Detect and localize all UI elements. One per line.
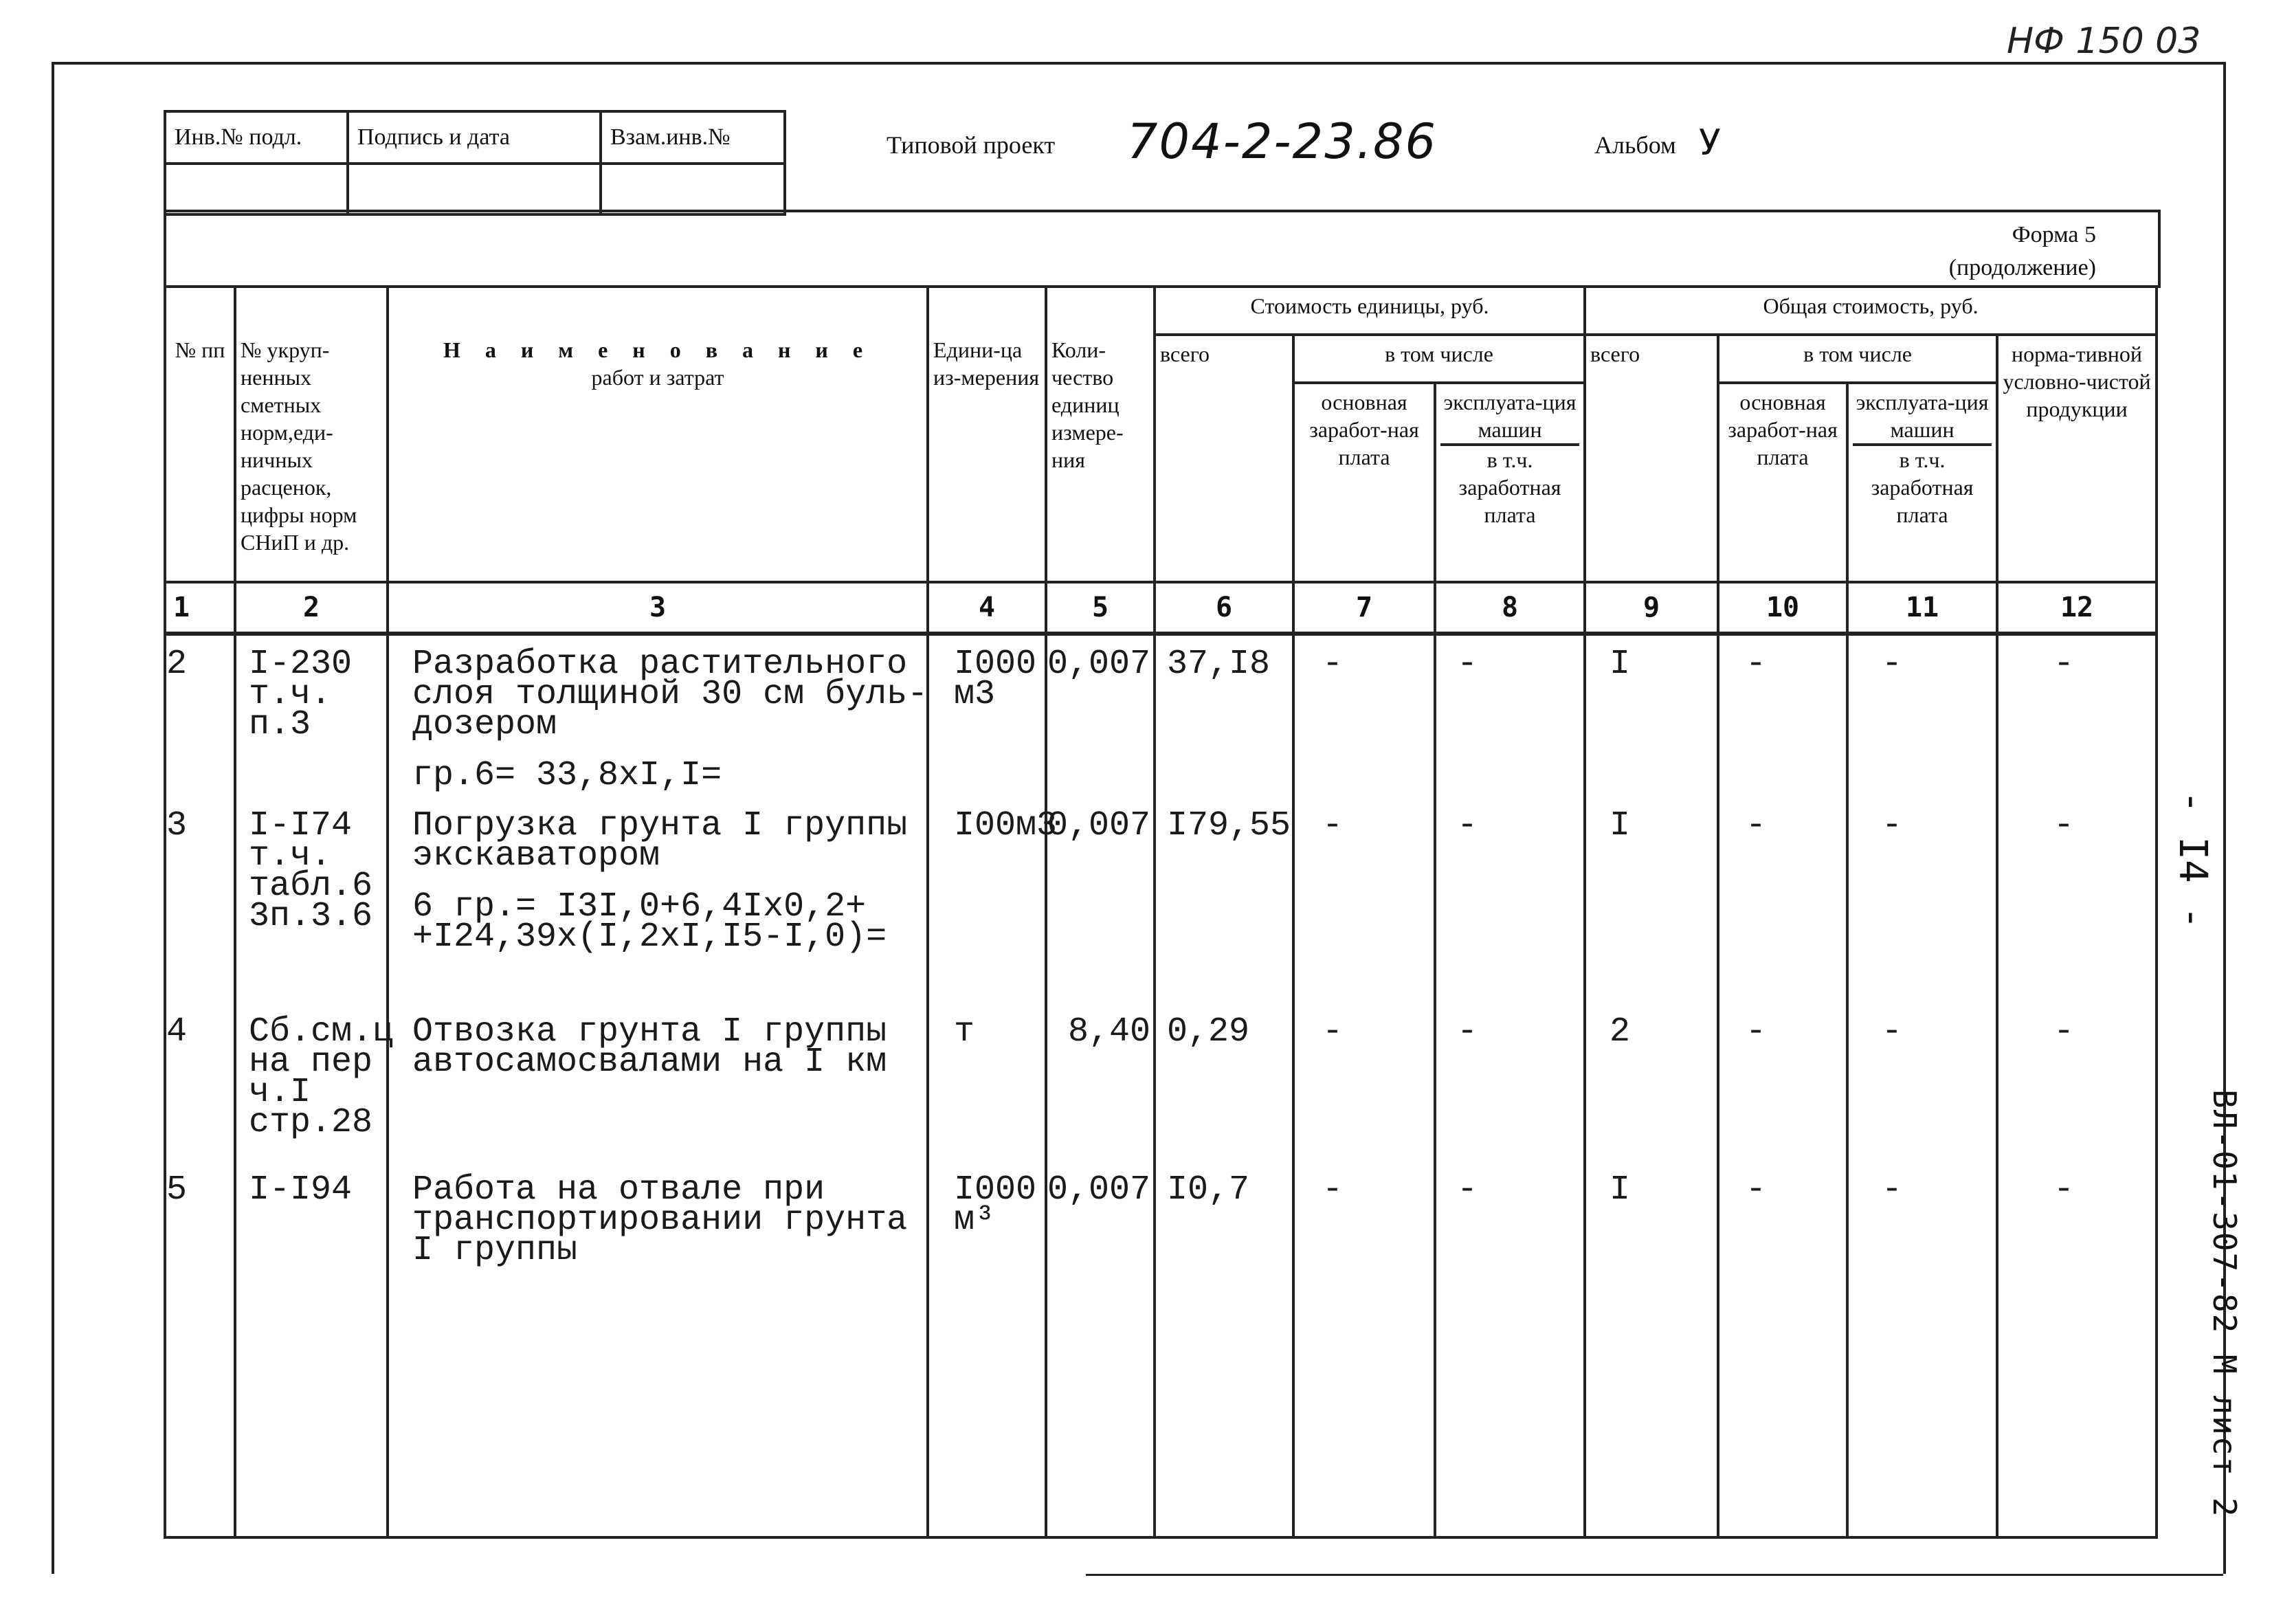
row-unit: т — [954, 1012, 975, 1052]
row-total-machine: - — [1882, 1012, 1903, 1052]
form-title-main: Форма 5 — [2012, 222, 2096, 247]
col-number: 2 — [235, 582, 388, 634]
row-num: 5 — [166, 1170, 188, 1210]
row-total: I — [1610, 806, 1631, 845]
col-number: 5 — [1046, 582, 1155, 634]
header-unit-incl: в том числе — [1293, 335, 1585, 383]
col-unit-cost-all-cell — [1155, 634, 1293, 1537]
col-qty-cell — [1046, 634, 1155, 1537]
row-unit-cost: 0,29 — [1167, 1012, 1250, 1052]
row-name: Погрузка грунта I группы экскаватором — [412, 806, 908, 876]
header-unit-basic-wage: основная заработ-ная плата — [1293, 383, 1435, 582]
estimate-table — [164, 285, 2158, 1539]
header-name — [388, 287, 928, 582]
frame-top-line — [52, 62, 2225, 65]
col-number: 9 — [1585, 582, 1718, 634]
col-number: 3 — [388, 582, 928, 634]
stamp-inv-label: Инв.№ подл. — [165, 111, 348, 164]
col-num-cell — [165, 634, 235, 1537]
header-total-machine — [1847, 383, 1997, 582]
page-number: - I4 - — [2170, 790, 2215, 930]
col-number: 6 — [1155, 582, 1293, 634]
row-unit-machine: - — [1457, 645, 1478, 684]
stamp-exch-label: Взам.инв.№ — [601, 111, 785, 164]
col-number: 8 — [1435, 582, 1585, 634]
row-code: I-I94 — [249, 1170, 353, 1210]
row-unit: I000 м³ — [954, 1170, 1037, 1240]
col-unit-wage-cell — [1293, 634, 1435, 1537]
row-norm-prod: - — [2053, 1170, 2075, 1210]
row-qty: 0,007 — [1047, 806, 1150, 845]
frame-left-line — [52, 62, 54, 1574]
row-unit-machine: - — [1457, 1170, 1478, 1210]
header-norm-prod: норма-тивной условно-чистой продукции — [1997, 335, 2157, 582]
row-unit-machine: - — [1457, 1012, 1478, 1052]
row-num: 2 — [166, 645, 188, 684]
form-title-sub: (продолжение) — [1948, 255, 2096, 280]
stamp-sign-label: Подпись и дата — [348, 111, 601, 164]
header-unit-machine-wage: в т.ч. заработная плата — [1458, 447, 1561, 527]
row-unit-wage: - — [1322, 645, 1344, 684]
col-total-wage-cell — [1718, 634, 1847, 1537]
header-total-incl: в том числе — [1718, 335, 1997, 383]
col-number: 7 — [1293, 582, 1435, 634]
row-code: I-230 т.ч. п.3 — [249, 645, 353, 744]
row-norm-prod: - — [2053, 1012, 2075, 1052]
album-value: У — [1699, 122, 1721, 164]
row-calc: гр.6= 33,8хI,I= — [412, 756, 722, 795]
stamp-block — [164, 110, 786, 216]
row-total-wage: - — [1746, 1170, 1767, 1210]
header-unit-machine-op: эксплуата-ция машин — [1440, 388, 1579, 446]
row-unit-wage: - — [1322, 806, 1344, 845]
row-unit: I00м3 — [954, 806, 1058, 845]
row-name: Работа на отвале при транспортировании грунта I группы — [412, 1170, 908, 1270]
header-name-title: Н а и м е н о в а н и е — [443, 337, 873, 362]
col-number: 10 — [1718, 582, 1847, 634]
col-unit-cell — [928, 634, 1058, 1537]
row-name: Отвозка грунта I группы автосамосвалами на I км — [412, 1012, 887, 1082]
row-name: Разработка растительного слоя толщиной 30 см буль- дозером — [412, 645, 928, 744]
frame-bottom-line — [1086, 1574, 2223, 1576]
row-total-machine: - — [1882, 806, 1903, 845]
header-total-machine-op: эксплуата-ция машин — [1853, 388, 1992, 446]
header-unit-machine — [1435, 383, 1585, 582]
row-code: I-I74 т.ч. табл.6 3п.3.6 — [249, 806, 373, 936]
header-total-basic-wage: основная заработ-ная плата — [1718, 383, 1847, 582]
row-total: I — [1610, 1170, 1631, 1210]
col-number: 12 — [1997, 582, 2157, 634]
col-unit-machine-cell — [1435, 634, 1585, 1537]
col-number: 4 — [928, 582, 1046, 634]
corner-note: НФ 150 03 — [2007, 21, 2201, 62]
header-total-cost: Общая стоимость, руб. — [1585, 287, 2157, 335]
header-unit-all: всего — [1155, 335, 1293, 582]
row-total-wage: - — [1746, 806, 1767, 845]
col-number: 11 — [1847, 582, 1997, 634]
header-total-machine-wage: в т.ч. заработная плата — [1871, 447, 1974, 527]
row-unit-wage: - — [1322, 1170, 1344, 1210]
stamp-exch-value — [601, 164, 785, 214]
header-norm-code: № укруп-ненных сметных норм,еди-ничных расценок, цифры норм СНиП и др. — [235, 287, 388, 582]
col-code-cell — [235, 634, 394, 1537]
col-total-all-cell — [1585, 634, 1718, 1537]
col-total-machine-cell — [1847, 634, 1997, 1537]
row-unit-cost: I79,55 — [1167, 806, 1291, 845]
row-num: 3 — [166, 806, 188, 845]
row-qty: 0,007 — [1047, 1170, 1150, 1210]
stamp-inv-value — [165, 164, 348, 214]
stamp-sign-value — [348, 164, 601, 214]
row-total-machine: - — [1882, 645, 1903, 684]
row-code: Сб.см.ц на пер ч.I стр.28 — [249, 1012, 394, 1142]
row-norm-prod: - — [2053, 806, 2075, 845]
header-name-sub: работ и затрат — [591, 365, 724, 390]
document-code: ВЛ-01-307-82 М лист 2 — [2206, 1089, 2243, 1518]
project-label: Типовой проект — [887, 131, 1056, 159]
row-calc: 6 гр.= I3I,0+6,4Iх0,2+ +I24,39х(I,2хI,I5-I,0)= — [412, 887, 887, 957]
row-num: 4 — [166, 1012, 188, 1052]
row-total-machine: - — [1882, 1170, 1903, 1210]
header-unit-cost: Стоимость единицы, руб. — [1155, 287, 1585, 335]
row-unit-cost: I0,7 — [1167, 1170, 1250, 1210]
header-total-all: всего — [1585, 335, 1718, 582]
row-total: 2 — [1610, 1012, 1631, 1052]
project-number: 704-2-23.86 — [1127, 113, 1438, 170]
col-number: 1 — [165, 582, 235, 634]
row-unit-wage: - — [1322, 1012, 1344, 1052]
row-qty: 8,40 — [1067, 1012, 1150, 1052]
header-unit: Едини-ца из-мерения — [928, 287, 1046, 582]
row-total-wage: - — [1746, 645, 1767, 684]
col-norm-prod-cell — [1997, 634, 2157, 1537]
row-unit-cost: 37,I8 — [1167, 645, 1271, 684]
row-total: I — [1610, 645, 1631, 684]
row-unit-machine: - — [1457, 806, 1478, 845]
header-num: № пп — [165, 287, 235, 582]
row-total-wage: - — [1746, 1012, 1767, 1052]
album-label: Альбом — [1594, 131, 1676, 159]
col-name-cell — [388, 634, 928, 1537]
row-norm-prod: - — [2053, 645, 2075, 684]
form-title — [1890, 219, 2096, 285]
row-unit: I000 м3 — [954, 645, 1037, 714]
form-header-box — [164, 210, 2161, 288]
row-qty: 0,007 — [1047, 645, 1150, 684]
header-qty: Коли-чество единиц измере-ния — [1046, 287, 1155, 582]
